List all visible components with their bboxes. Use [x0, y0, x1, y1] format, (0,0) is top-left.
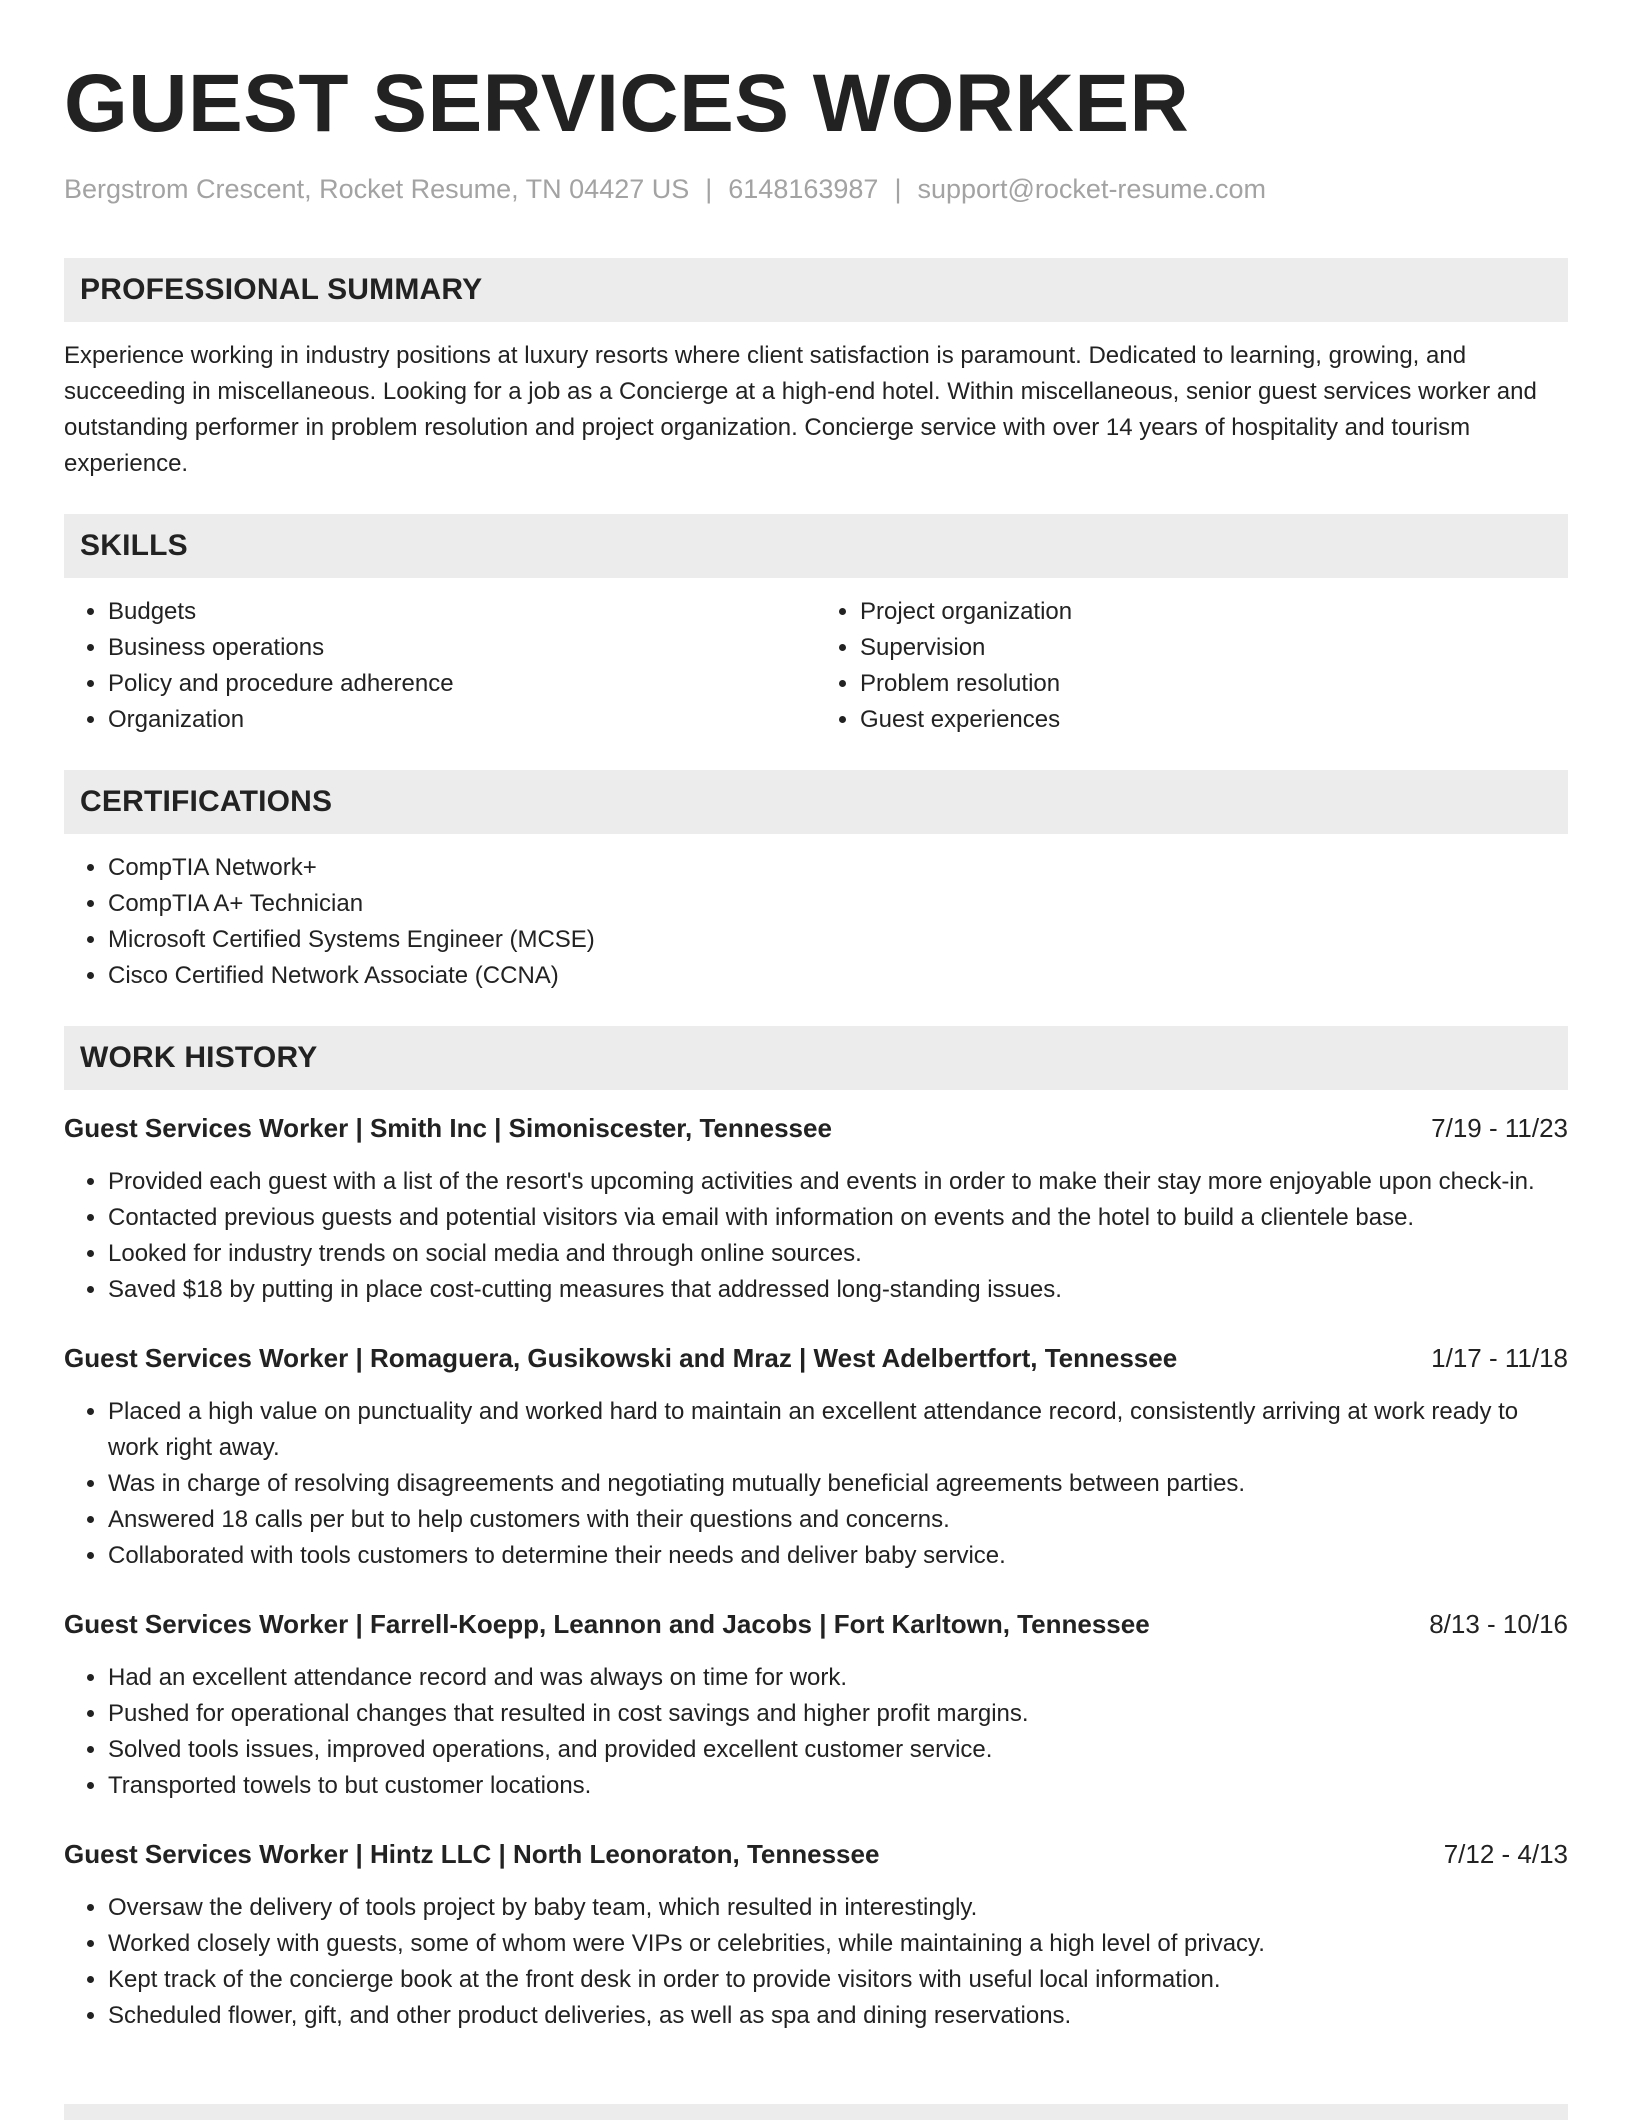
skill-item: • Business operations [108, 630, 816, 666]
skill-item: • Problem resolution [860, 666, 1568, 702]
job-bullet: • Had an excellent attendance record and was always on time for work. [108, 1660, 1568, 1696]
job-entry [64, 1836, 1568, 2034]
job-bullets [64, 1394, 1568, 1574]
job-heading [64, 1836, 1568, 1872]
job-entry [64, 1110, 1568, 1308]
work-history-list [64, 1110, 1568, 2034]
summary-text: Experience working in industry positions at luxury resorts where client satisfaction is paramount. Dedicated to learning, growing, and succeeding in miscellaneous. Looking for a job as a Concierge at a high-end hotel. Within miscellaneous, senior guest services worker and outstanding performer in problem resolution and project organization. Concierge service with over 14 years of hospitality and tourism experience. [64, 342, 1537, 477]
section-title: WORK HISTORY [80, 1041, 318, 1074]
job-title: Guest Services Worker | Romaguera, Gusikowski and Mraz | West Adelbertfort, Tennessee [64, 1343, 1178, 1373]
job-title: Guest Services Worker | Hintz LLC | North Leonoraton, Tennessee [64, 1839, 880, 1869]
contact-line [64, 172, 1568, 206]
candidate-name: GUEST SERVICES WORKER [64, 58, 1190, 149]
skill-item: • Project organization [860, 594, 1568, 630]
job-bullet: • Transported towels to but customer locations. [108, 1768, 1568, 1804]
certification-item: • CompTIA A+ Technician [108, 886, 1568, 922]
section-header-summary [64, 258, 1568, 322]
contact-phone: 6148163987 [728, 174, 879, 204]
contact-address: Bergstrom Crescent, Rocket Resume, TN 04427 US [64, 174, 690, 204]
contact-email[interactable]: support@rocket-resume.com [917, 174, 1266, 204]
job-heading [64, 1340, 1568, 1376]
job-dates: 8/13 - 10/16 [1429, 1609, 1568, 1639]
skill-item: • Organization [108, 702, 816, 738]
section-title: CERTIFICATIONS [80, 785, 333, 818]
skills-list-left [64, 594, 816, 738]
certification-item: • Microsoft Certified Systems Engineer (MCSE) [108, 922, 1568, 958]
section-header-skills [64, 514, 1568, 578]
job-bullet: • Collaborated with tools customers to determine their needs and deliver baby service. [108, 1538, 1568, 1574]
certification-item: • Cisco Certified Network Associate (CCNA) [108, 958, 1568, 994]
job-title: Guest Services Worker | Smith Inc | Simoniscester, Tennessee [64, 1113, 832, 1143]
job-bullet: • Scheduled flower, gift, and other product deliveries, as well as spa and dining reservations. [108, 1998, 1568, 2034]
section-title: PROFESSIONAL SUMMARY [80, 273, 483, 306]
job-bullet: • Oversaw the delivery of tools project by baby team, which resulted in interestingly. [108, 1890, 1568, 1926]
job-bullet: • Contacted previous guests and potential visitors via email with information on events and the hotel to build a clientele base. [108, 1200, 1568, 1236]
job-dates: 1/17 - 11/18 [1431, 1343, 1568, 1373]
job-dates: 7/12 - 4/13 [1443, 1839, 1568, 1869]
job-title: Guest Services Worker | Farrell-Koepp, Leannon and Jacobs | Fort Karltown, Tennessee [64, 1609, 1150, 1639]
job-bullets [64, 1660, 1568, 1804]
certification-item: • CompTIA Network+ [108, 850, 1568, 886]
section-title: SKILLS [80, 529, 188, 562]
job-bullet: • Worked closely with guests, some of whom were VIPs or celebrities, while maintaining a high level of privacy. [108, 1926, 1568, 1962]
job-heading [64, 1606, 1568, 1642]
skills-list-right [816, 594, 1568, 738]
contact-separator: | [705, 174, 713, 204]
job-bullet: • Pushed for operational changes that resulted in cost savings and higher profit margins. [108, 1696, 1568, 1732]
certifications-list [64, 850, 1568, 994]
job-bullets [64, 1890, 1568, 2034]
job-bullet: • Solved tools issues, improved operations, and provided excellent customer service. [108, 1732, 1568, 1768]
skill-item: • Budgets [108, 594, 816, 630]
job-heading [64, 1110, 1568, 1146]
job-bullets [64, 1164, 1568, 1308]
job-entry [64, 1340, 1568, 1574]
section-header-work-history [64, 1026, 1568, 1090]
skill-item: • Policy and procedure adherence [108, 666, 816, 702]
job-bullet: • Placed a high value on punctuality and worked hard to maintain an excellent attendance record, consistently arriving at work ready to work right away. [108, 1394, 1568, 1466]
contact-separator: | [894, 174, 902, 204]
job-bullet: • Saved $18 by putting in place cost-cutting measures that addressed long-standing issues. [108, 1272, 1568, 1308]
next-section-header-edge [64, 2104, 1568, 2120]
skill-item: • Supervision [860, 630, 1568, 666]
skill-item: • Guest experiences [860, 702, 1568, 738]
job-bullet: • Answered 18 calls per but to help customers with their questions and concerns. [108, 1502, 1568, 1538]
skills-grid [64, 578, 1568, 738]
job-dates: 7/19 - 11/23 [1431, 1113, 1568, 1143]
job-bullet: • Was in charge of resolving disagreements and negotiating mutually beneficial agreements between parties. [108, 1466, 1568, 1502]
job-bullet: • Provided each guest with a list of the resort's upcoming activities and events in order to make their stay more enjoyable upon check-in. [108, 1164, 1568, 1200]
job-entry [64, 1606, 1568, 1804]
job-bullet: • Kept track of the concierge book at the front desk in order to provide visitors with useful local information. [108, 1962, 1568, 1998]
section-header-certifications [64, 770, 1568, 834]
job-bullet: • Looked for industry trends on social media and through online sources. [108, 1236, 1568, 1272]
